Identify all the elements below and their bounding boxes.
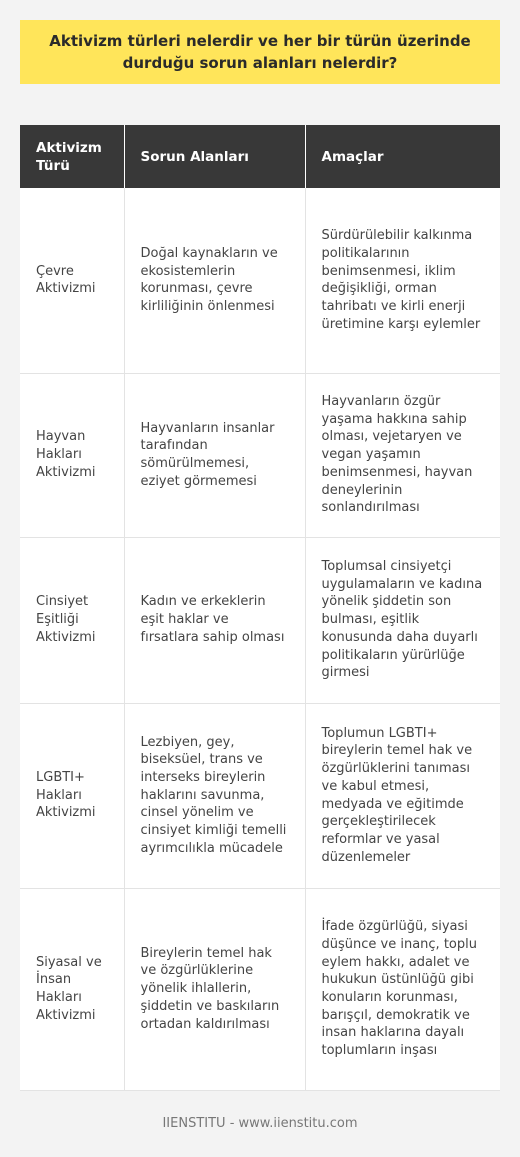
cell-activism-type: LGBTI+ Hakları Aktivizmi: [20, 703, 124, 888]
cell-activism-type: Çevre Aktivizmi: [20, 188, 124, 373]
cell-issues: Hayvanların insanlar tarafından sömürülmemesi, eziyet görmemesi: [124, 373, 305, 537]
cell-goals: Toplumun LGBTI+ bireylerin temel hak ve özgürlüklerini tanıması ve kabul etmesi, medyada ve eğitimde gerçekleştirilecek reformlar ve yasal düzenlemeler: [305, 703, 500, 888]
cell-activism-type: Hayvan Hakları Aktivizmi: [20, 373, 124, 537]
cell-issues: Kadın ve erkeklerin eşit haklar ve fırsatlara sahip olması: [124, 537, 305, 703]
table-row: [20, 188, 500, 373]
table-row: [20, 537, 500, 703]
header-activism-type: Aktivizm Türü: [20, 125, 124, 188]
cell-goals: Hayvanların özgür yaşama hakkına sahip olması, vejetaryen ve vegan yaşamın benimsenmesi, hayvan deneylerinin sonlandırılması: [305, 373, 500, 537]
cell-issues: Lezbiyen, gey, biseksüel, trans ve interseks bireylerin haklarını savunma, cinsel yönelim ve cinsiyet kimliği temelli ayrımcılıkla mücadele: [124, 703, 305, 888]
table-row: [20, 373, 500, 537]
page-title: Aktivizm türleri nelerdir ve her bir türün üzerinde durduğu sorun alanları nelerdir?: [49, 32, 471, 72]
activism-table: [20, 125, 500, 1091]
table-row: [20, 703, 500, 888]
header-goals: Amaçlar: [305, 125, 500, 188]
footer-source: IIENSTITU - www.iienstitu.com: [162, 1116, 358, 1131]
title-banner: [20, 20, 500, 84]
cell-goals: İfade özgürlüğü, siyasi düşünce ve inanç, toplu eylem hakkı, adalet ve hukukun üstünlüğü gibi konuların korunması, barışçıl, demokratik ve insan haklarına dayalı toplumların inşası: [305, 888, 500, 1090]
cell-issues: Doğal kaynakların ve ekosistemlerin korunması, çevre kirliliğinin önlenmesi: [124, 188, 305, 373]
table-header-row: [20, 125, 500, 188]
cell-goals: Toplumsal cinsiyetçi uygulamaların ve kadına yönelik şiddetin son bulması, eşitlik konusunda daha duyarlı politikaların yürürlüğe girmesi: [305, 537, 500, 703]
cell-goals: Sürdürülebilir kalkınma politikalarının benimsenmesi, iklim değişikliği, orman tahribatı ve kirli enerji üretimine karşı eylemler: [305, 188, 500, 373]
cell-activism-type: Siyasal ve İnsan Hakları Aktivizmi: [20, 888, 124, 1090]
cell-issues: Bireylerin temel hak ve özgürlüklerine yönelik ihlallerin, şiddetin ve baskıların ortadan kaldırılması: [124, 888, 305, 1090]
cell-activism-type: Cinsiyet Eşitliği Aktivizmi: [20, 537, 124, 703]
table-row: [20, 888, 500, 1090]
header-issues: Sorun Alanları: [124, 125, 305, 188]
